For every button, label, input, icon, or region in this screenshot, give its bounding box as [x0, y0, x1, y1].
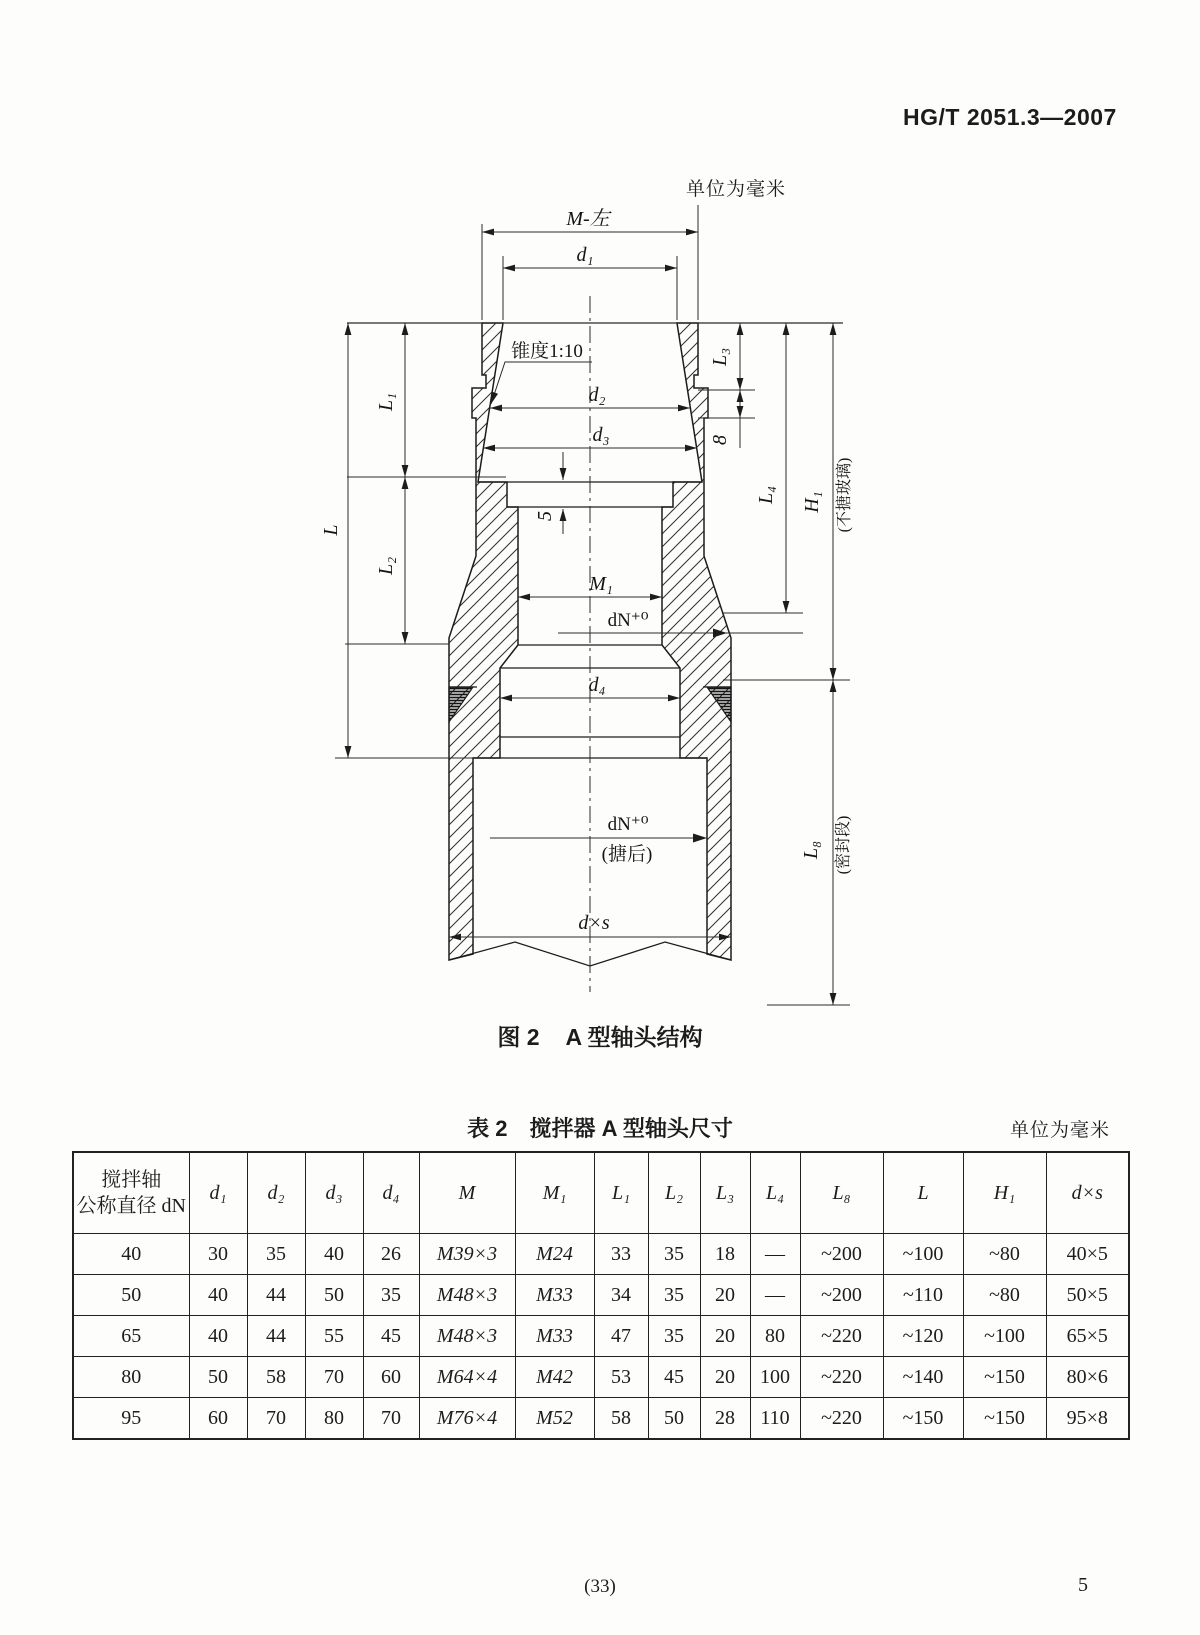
table-cell: 30	[189, 1234, 247, 1275]
header-M1: M₁	[515, 1152, 594, 1234]
table-cell: 50	[648, 1398, 700, 1440]
table-cell: —	[750, 1275, 800, 1316]
table-cell: 80	[305, 1398, 363, 1440]
table-cell: —	[750, 1234, 800, 1275]
table-cell: 50×5	[1046, 1275, 1129, 1316]
table-cell: M42	[515, 1357, 594, 1398]
header-L4: L₄	[750, 1152, 800, 1234]
table-row	[73, 1357, 1129, 1398]
dim-label-m-left: M-左	[566, 208, 610, 230]
figure-unit-note: 单位为毫米	[686, 179, 787, 200]
table-cell: ~220	[800, 1357, 883, 1398]
table-cell: 65	[73, 1316, 189, 1357]
table-cell: 18	[700, 1234, 750, 1275]
table-cell: 35	[247, 1234, 305, 1275]
right-wall-section	[662, 323, 731, 960]
table-cell: 70	[363, 1398, 419, 1440]
table-cell: 44	[247, 1275, 305, 1316]
dim-label-L: L	[320, 524, 342, 536]
table-cell: 53	[594, 1357, 648, 1398]
table-cell: 58	[247, 1357, 305, 1398]
table-cell: 70	[305, 1357, 363, 1398]
table-cell: 100	[750, 1357, 800, 1398]
table-2-block	[72, 1112, 1128, 1440]
table-cell: 60	[189, 1398, 247, 1440]
table-cell: 35	[363, 1275, 419, 1316]
dimension-table	[72, 1151, 1130, 1440]
table-cell: 40	[189, 1275, 247, 1316]
table-cell: 35	[648, 1234, 700, 1275]
table-header-row	[73, 1152, 1129, 1234]
table-cell: M39×3	[419, 1234, 515, 1275]
table-unit-note: 单位为毫米	[1009, 1120, 1110, 1141]
dim-label-dn-bottom-note: (搪后)	[601, 844, 653, 865]
table-title	[72, 1112, 1128, 1148]
table-cell: 40	[189, 1316, 247, 1357]
taper-label: 锥度1:10	[511, 341, 583, 362]
table-cell: 40	[305, 1234, 363, 1275]
dim-label-L2: L₂	[375, 556, 397, 576]
dim-label-L8: L₈	[800, 840, 822, 860]
dim-label-8: 8	[709, 435, 731, 445]
table-cell: 95	[73, 1398, 189, 1440]
table-cell: 40	[73, 1234, 189, 1275]
dim-label-L4: L₄	[755, 485, 777, 505]
left-wall-section	[449, 323, 518, 960]
dimension-labels	[320, 208, 853, 934]
table-cell: 50	[189, 1357, 247, 1398]
table-cell: 80	[750, 1316, 800, 1357]
table-cell: M76×4	[419, 1398, 515, 1440]
table-cell: ~200	[800, 1234, 883, 1275]
table-cell: ~220	[800, 1398, 883, 1440]
table-cell: M33	[515, 1316, 594, 1357]
figure-2-technical-drawing	[320, 165, 870, 1045]
table-cell: ~100	[963, 1316, 1046, 1357]
table-cell: ~80	[963, 1275, 1046, 1316]
table-cell: 45	[648, 1357, 700, 1398]
header-d3: d₃	[305, 1152, 363, 1234]
header-H1: H₁	[963, 1152, 1046, 1234]
figure-caption	[350, 1019, 850, 1052]
table-cell: 80	[73, 1357, 189, 1398]
table-cell: ~200	[800, 1275, 883, 1316]
dim-label-dn-top: dN⁺⁰	[607, 610, 649, 631]
table-cell: 40×5	[1046, 1234, 1129, 1275]
table-cell: ~110	[883, 1275, 963, 1316]
table-cell: ~220	[800, 1316, 883, 1357]
table-cell: 35	[648, 1275, 700, 1316]
table-cell: 110	[750, 1398, 800, 1440]
dim-label-dn-bottom: dN⁺⁰	[607, 814, 649, 835]
header-d4: d₄	[363, 1152, 419, 1234]
header-d2: d₂	[247, 1152, 305, 1234]
table-cell: ~150	[963, 1398, 1046, 1440]
table-cell: 20	[700, 1357, 750, 1398]
table-cell: 50	[305, 1275, 363, 1316]
dim-label-H1: H₁	[801, 491, 823, 513]
table-cell: ~140	[883, 1357, 963, 1398]
header-d1: d₁	[189, 1152, 247, 1234]
footer-page-marker: (33)	[584, 1576, 616, 1597]
table-cell: M24	[515, 1234, 594, 1275]
table-cell: 33	[594, 1234, 648, 1275]
table-cell: ~80	[963, 1234, 1046, 1275]
table-cell: 55	[305, 1316, 363, 1357]
table-row	[73, 1234, 1129, 1275]
header-L2: L₂	[648, 1152, 700, 1234]
table-cell: 45	[363, 1316, 419, 1357]
table-cell: 50	[73, 1275, 189, 1316]
dim-label-L8-note: (密封段)	[835, 815, 852, 875]
standard-code: HG/T 2051.3—2007	[903, 104, 1117, 130]
dimension-lines	[335, 205, 850, 1005]
header-dn-line2: 公称直径 dN	[76, 1195, 186, 1217]
table-row	[73, 1275, 1129, 1316]
table-cell: 20	[700, 1316, 750, 1357]
table-title-number: 表 2	[467, 1116, 508, 1141]
table-cell: ~100	[883, 1234, 963, 1275]
table-cell: 60	[363, 1357, 419, 1398]
dim-label-d4: d₄	[588, 674, 606, 696]
table-cell: M64×4	[419, 1357, 515, 1398]
table-cell: 34	[594, 1275, 648, 1316]
dim-label-H1-note: (不搪玻璃)	[836, 457, 853, 533]
figure-caption-text: A 型轴头结构	[565, 1024, 703, 1050]
table-cell: 47	[594, 1316, 648, 1357]
dim-label-d3: d₃	[592, 424, 610, 446]
header-L1: L₁	[594, 1152, 648, 1234]
header-M: M	[419, 1152, 515, 1234]
table-cell: 70	[247, 1398, 305, 1440]
table-row	[73, 1398, 1129, 1440]
table-row	[73, 1316, 1129, 1357]
figure-caption-number: 图 2	[497, 1024, 540, 1050]
header-dn-line1: 搅拌轴	[101, 1169, 162, 1191]
header-dxs: d×s	[1046, 1152, 1129, 1234]
header-L: L	[883, 1152, 963, 1234]
table-cell: 65×5	[1046, 1316, 1129, 1357]
header-L8: L₈	[800, 1152, 883, 1234]
table-cell: M48×3	[419, 1275, 515, 1316]
table-cell: ~150	[963, 1357, 1046, 1398]
dim-label-m1: M₁	[589, 573, 613, 595]
dim-label-d1: d₁	[576, 244, 594, 266]
table-cell: 58	[594, 1398, 648, 1440]
footer-page-number: 5	[1078, 1574, 1088, 1596]
table-cell: M52	[515, 1398, 594, 1440]
dim-label-5: 5	[534, 511, 556, 521]
table-cell: 26	[363, 1234, 419, 1275]
dim-label-L3: L₃	[709, 347, 731, 367]
table-title-text: 搅拌器 A 型轴头尺寸	[529, 1116, 733, 1141]
header-L3: L₃	[700, 1152, 750, 1234]
table-cell: ~150	[883, 1398, 963, 1440]
dim-label-L1: L₁	[375, 392, 397, 412]
table-cell: ~120	[883, 1316, 963, 1357]
dim-label-d2: d₂	[588, 384, 606, 406]
dim-label-dxs: d×s	[578, 912, 610, 934]
table-cell: 28	[700, 1398, 750, 1440]
table-cell: M48×3	[419, 1316, 515, 1357]
table-cell: 44	[247, 1316, 305, 1357]
table-cell: M33	[515, 1275, 594, 1316]
table-cell: 35	[648, 1316, 700, 1357]
table-cell: 95×8	[1046, 1398, 1129, 1440]
table-cell: 80×6	[1046, 1357, 1129, 1398]
header-dn	[73, 1152, 189, 1234]
table-cell: 20	[700, 1275, 750, 1316]
